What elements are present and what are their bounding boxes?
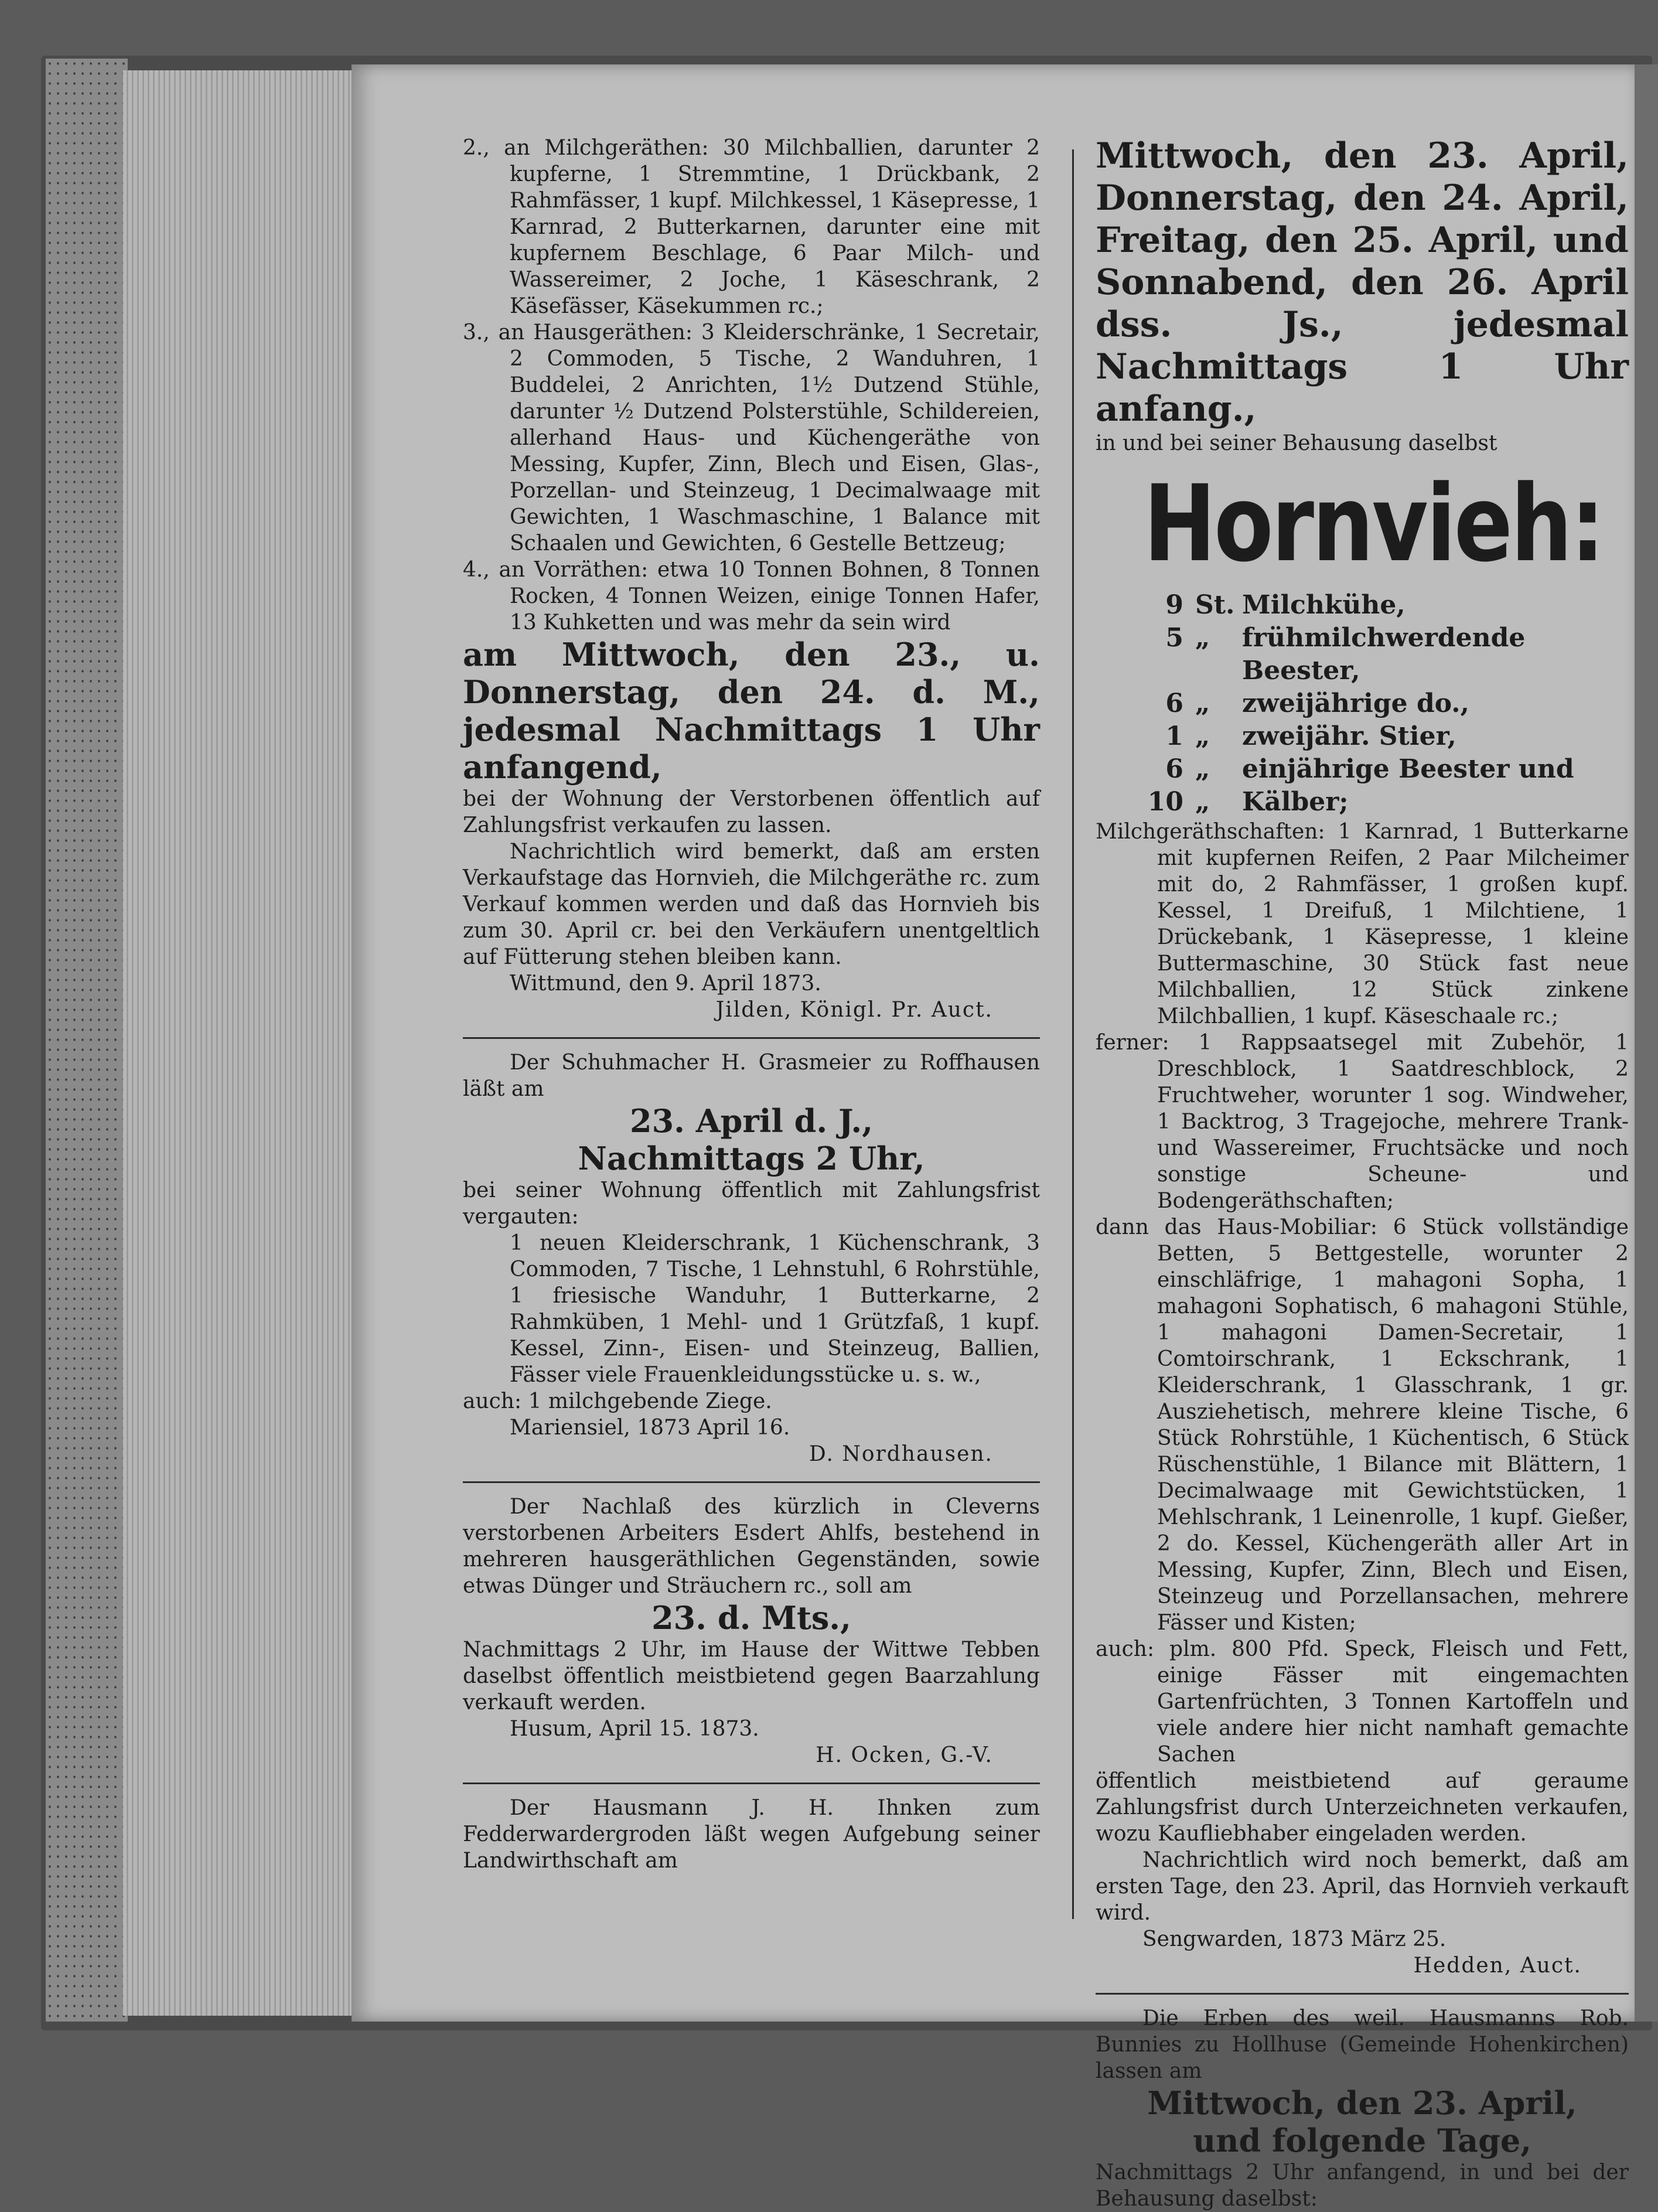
sale-text: öffentlich meistbietend auf geraume Zahlungsfrist durch Unterzeichneten verkaufen, wozu Kaufliebhaber eingeladen werden. [1096, 1769, 1629, 1846]
page-stack [123, 70, 357, 2016]
animal-desc: einjährige Beester und [1242, 754, 1574, 784]
ad-place-date: Mariensiel, 1873 April 16. [510, 1416, 790, 1440]
animal-count: 1 [1165, 721, 1183, 751]
animal-desc: frühmilchwerdende Beester, [1242, 623, 1526, 686]
animal-count: 6 [1165, 754, 1183, 784]
list-item-vorraethe: 4., an Vorräthen: etwa 10 Tonnen Bohnen, 8 Tonnen Rocken, 4 Tonnen Weizen, einige Tonnen Hafer, 13 Kuhketten und was mehr da sein wird [463, 558, 1040, 635]
animal-count: 6 [1165, 689, 1183, 718]
animal-count: 10 [1147, 787, 1183, 817]
animal-desc: zweijährige do., [1242, 689, 1469, 718]
animal-count: 9 [1165, 590, 1183, 620]
ad-separator [463, 1782, 1040, 1784]
book-edge-speckled [46, 59, 128, 2022]
ad-date: 23. d. Mts., [651, 1599, 851, 1637]
animal-unit: „ [1195, 787, 1210, 817]
ad-also: auch: 1 milchgebende Ziege. [463, 1389, 772, 1413]
animal-row [1096, 720, 1629, 753]
right-column [1096, 135, 1629, 2212]
book-right-edge [1635, 64, 1658, 2022]
ad-intro: Der Schuhmacher H. Grasmeier zu Roffhausen läßt am [463, 1051, 1040, 1101]
animal-unit: „ [1195, 754, 1210, 784]
ad-text: Der Nachlaß des kürzlich in Cleverns verstorbenen Arbeiters Esdert Ahlfs, bestehend in mehreren hausgeräthlichen Gegenständen, sowie etwas Dünger und Sträuchern rc., soll am [463, 1495, 1040, 1598]
left-column [463, 135, 1040, 1874]
ad-time: Nachmittags 2 Uhr, [578, 1140, 925, 1177]
ad-intro: Die Erben des weil. Hausmanns Rob. Bunnies zu Hollhuse (Gemeinde Hohenkirchen) lassen am [1096, 2006, 1629, 2083]
auch-list: auch: plm. 800 Pfd. Speck, Fleisch und Fett, einige Fässer mit eingemachten Gartenfrüchten, 3 Tonnen Kartoffeln und viele andere hier nicht namhaft gemachte Sachen [1096, 1637, 1629, 1767]
animal-row [1096, 687, 1629, 720]
ad-list: 1 neuen Kleiderschrank, 1 Küchenschrank, 3 Commoden, 7 Tische, 1 Lehnstuhl, 6 Rohrstühle, 1 friesische Wanduhr, 1 Butterkarne, 2 Rahmküben, 1 Mehl- und 1 Grützfaß, 1 kupf. Kessel, Zinn-, Eisen- und Steinzeug, Ballien, Fässer viele Frauenkleidungsstücke u. s. w., [510, 1231, 1040, 1387]
list-item-hausgeraethe: 3., an Hausgeräthen: 3 Kleiderschränke, 1 Secretair, 2 Commoden, 5 Tische, 2 Wanduhren, 1 Buddelei, 2 Anrichten, 1½ Dutzend Stühle, darunter ½ Dutzend Polsterstühle, Schildereien, allerhand Haus- und Küchengeräthe von Messing, Kupfer, Zinn, Blech und Eisen, Glas-, Porzellan- und Steinzeug, 1 Decimalwaage mit Gewichten, 1 Waschmaschine, 1 Balance mit Schaalen und Gewichten, 6 Gestelle Bettzeug; [463, 321, 1040, 555]
animal-row [1096, 589, 1629, 622]
animal-unit: „ [1195, 623, 1210, 653]
note-text: Nachrichtlich wird noch bemerkt, daß am ersten Tage, den 23. April, das Hornvieh verkauft wird. [1096, 1848, 1629, 1925]
headline-hornvieh: Hornvieh: [1143, 463, 1604, 585]
animal-unit: St. [1195, 590, 1235, 620]
mobiliar-list: dann das Haus-Mobiliar: 6 Stück vollständige Betten, 5 Bettgestelle, worunter 2 einschläfrige, 1 mahagoni Sopha, 1 mahagoni Sophatisch, 6 mahagoni Stühle, 1 mahagoni Damen-Secretair, 1 Comtoirschrank, 1 Eckschrank, 1 Kleiderschrank, 1 Glasschrank, 1 gr. Ausziehetisch, mehrere kleine Tische, 6 Stück Rohrstühle, 1 Küchentisch, 6 Stück Rüschenstühle, 1 Bilance mit Blättern, 1 Decimalwaage mit Gewichtstücken, 1 Mehlschrank, 1 Leinenrolle, 1 kupf. Gießer, 2 do. Kessel, Küchengeräth aller Art in Messing, Kupfer, Zinn, Blech und Eisen, Steinzeug und Porzellansachen, mehrere Fässer und Kisten; [1096, 1215, 1629, 1635]
animal-count: 5 [1165, 623, 1183, 653]
ad-separator [463, 1037, 1040, 1039]
ad-text: Nachmittags 2 Uhr anfangend, in und bei der Behausung daselbst: [1096, 2160, 1629, 2211]
signature: Hedden, Auct. [1413, 1954, 1582, 1978]
animal-row [1096, 786, 1629, 819]
ferner-list: ferner: 1 Rappsaatsegel mit Zubehör, 1 Dreschblock, 1 Saatdreschblock, 2 Fruchtweher, worunter 1 sog. Windweher, 1 Backtrog, 3 Tragejoche, mehrere Trank- und Wassereimer, Fruchtsäcke und noch sonstige Scheune- und Bodengeräthschaften; [1096, 1031, 1629, 1213]
animal-desc: Kälber; [1242, 787, 1349, 817]
ad-text: Nachmittags 2 Uhr, im Hause der Wittwe Tebben daselbst öffentlich meistbietend gegen Baarzahlung verkauft werden. [463, 1638, 1040, 1715]
animal-row [1096, 753, 1629, 786]
note-text: Nachrichtlich wird bemerkt, daß am ersten Verkaufstage das Hornvieh, die Milchgeräthe rc. zum Verkauf kommen werden und daß das Hornvieh bis zum 30. April cr. bei den Verkäufern unentgeltlich auf Fütterung stehen bleiben kann. [463, 840, 1040, 969]
milch-list: Milchgeräthschaften: 1 Karnrad, 1 Butterkarne mit kupfernen Reifen, 2 Paar Milcheimer mit do, 2 Rahmfässer, 1 großen kupf. Kessel, 1 Dreifuß, 1 Milchtiene, 1 Drückebank, 1 Käsepresse, 1 kleine Buttermaschine, 30 Stück fast neue Milchballien, 12 Stück zinkene Milchballien, 1 kupf. Käseschaale rc.; [1096, 820, 1629, 1028]
list-item-milchgeraethe: 2., an Milchgeräthen: 30 Milchballien, darunter 2 kupferne, 1 Stremmtine, 1 Drückbank, 2 Rahmfässer, 1 kupf. Milchkessel, 1 Käsepresse, 1 Karnrad, 2 Butterkarnen, darunter eine mit kupfernem Beschlage, 6 Paar Milch- und Wassereimer, 2 Joche, 1 Käseschrank, 2 Käsefässer, Käsekummen rc.; [463, 136, 1040, 318]
place-date: Sengwarden, 1873 März 25. [1142, 1927, 1447, 1951]
auction-date-heading: Mittwoch, den 23. April, Donnerstag, den 24. April, Freitag, den 25. April, und Sonnabend, den 26. April dss. Js., jedesmal Nachmittags 1 Uhr anfang., [1096, 135, 1629, 430]
ad-date: Mittwoch, den 23. April, [1147, 2084, 1577, 2122]
animal-unit: „ [1195, 689, 1210, 718]
ad-date: 23. April d. J., [630, 1102, 873, 1140]
animal-unit: „ [1195, 721, 1210, 751]
ad-signature: H. Ocken, G.-V. [816, 1743, 993, 1767]
ad-separator [1096, 1993, 1629, 1995]
ad-text: bei seiner Wohnung öffentlich mit Zahlungsfrist vergauten: [463, 1178, 1040, 1229]
ad-text: Der Hausmann J. H. Ihnken zum Fedderwardergroden läßt wegen Aufgebung seiner Landwirthschaft am [463, 1796, 1040, 1873]
column-divider [1072, 149, 1074, 1919]
sale-text: bei der Wohnung der Verstorbenen öffentlich auf Zahlungsfrist verkaufen zu lassen. [463, 787, 1040, 837]
ad-separator [463, 1481, 1040, 1483]
place-date: Wittmund, den 9. April 1873. [510, 972, 821, 996]
ad-signature: D. Nordhausen. [808, 1442, 993, 1466]
animal-desc: Milchkühe, [1242, 590, 1405, 620]
signature: Jilden, Königl. Pr. Auct. [715, 998, 993, 1022]
auction-date-heading: am Mittwoch, den 23., u. Donnerstag, den 24. d. M., jedesmal Nachmittags 1 Uhr anfangend, [463, 636, 1040, 786]
auction-place: in und bei seiner Behausung daselbst [1096, 431, 1497, 455]
ad-place-date: Husum, April 15. 1873. [510, 1717, 759, 1741]
animal-row [1096, 622, 1629, 687]
animal-desc: zweijähr. Stier, [1242, 721, 1456, 751]
ad-time: und folgende Tage, [1192, 2122, 1532, 2159]
